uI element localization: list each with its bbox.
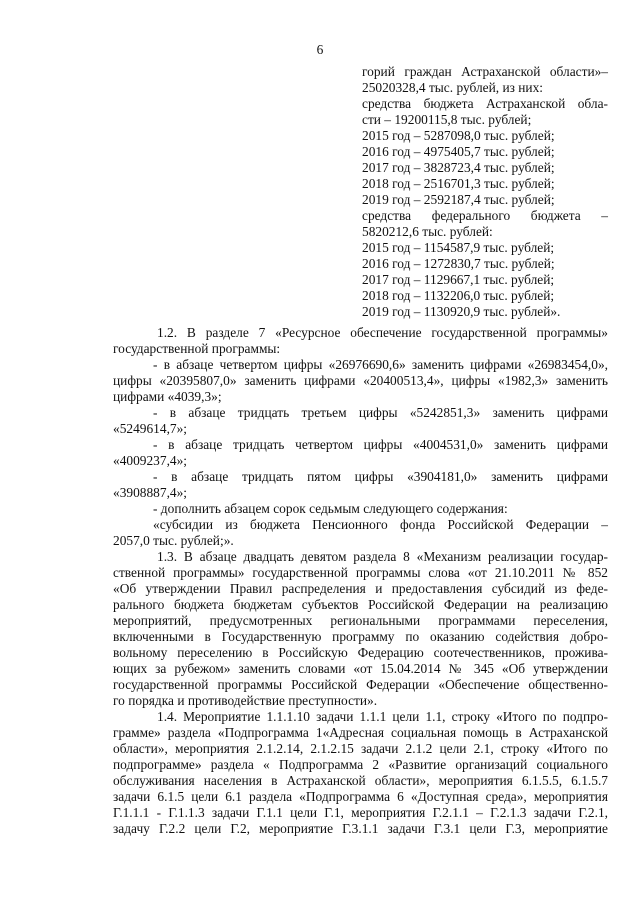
page-number: 6 [316, 42, 324, 57]
text-line: государственной программы Российской Федерации «Обеспечение общественно- [113, 677, 608, 692]
text-line: вольному переселению в Российскую Федерацию соотечественников, прожива- [113, 645, 608, 660]
column-line: 2016 год – 4975405,7 тыс. рублей; [362, 144, 555, 159]
text-line: «Об утверждении Правил распределения и предоставления субсидий из феде- [113, 581, 608, 596]
column-line: 2016 год – 1272830,7 тыс. рублей; [362, 256, 555, 271]
text-line: 2057,0 тыс. рублей;». [113, 533, 234, 548]
text-line: «5249614,7»; [113, 421, 188, 436]
text-line: рального бюджета бюджетам субъектов Российской Федерации на реализацию [113, 597, 608, 612]
column-line: 2017 год – 1129667,1 тыс. рублей; [362, 272, 555, 287]
column-line: 2018 год – 2516701,3 тыс. рублей; [362, 176, 555, 191]
text-line: включенными в Государственную программу по оказанию содействия добро- [113, 629, 608, 644]
text-line: грамме» раздела «Подпрограмма 1«Адресная социальная помощь в Астраханской [113, 725, 608, 740]
text-line: - в абзаце четвертом цифры «26976690,6» заменить цифрами «26983454,0», [153, 357, 608, 372]
column-line: 25020328,4 тыс. рублей, из них: [362, 80, 543, 95]
column-line: 2018 год – 1132206,0 тыс. рублей; [362, 288, 555, 303]
text-line: мероприятий, предусмотренных региональными программами переселения, [113, 613, 608, 628]
column-line: 5820212,6 тыс. рублей: [362, 224, 493, 239]
text-line: го порядка и противодействие преступности». [113, 693, 378, 708]
column-line: 2015 год – 1154587,9 тыс. рублей; [362, 240, 555, 255]
document-body [113, 325, 608, 837]
text-line: - дополнить абзацем сорок седьмым следующего содержания: [153, 501, 508, 516]
text-line: Г.1.1.1 - Г.1.1.3 задачи Г.1.1 цели Г.1, мероприятия Г.2.1.1 – Г.2.1.3 задачи Г.2.1, [113, 805, 608, 820]
text-line: задачи 6.1.5 цели 6.1 раздела «Подпрограмма 6 «Доступная среда», мероприятия [113, 789, 608, 804]
text-line: обслуживания населения в Астраханской области», мероприятия 6.1.5.5, 6.1.5.7 [113, 773, 608, 788]
text-line: государственной программы: [113, 341, 281, 356]
text-line: - в абзаце тридцать третьем цифры «5242851,3» заменить цифрами [153, 405, 608, 420]
column-line: 2019 год – 2592187,4 тыс. рублей; [362, 192, 555, 207]
column-line: 2017 год – 3828723,4 тыс. рублей; [362, 160, 555, 175]
text-line: ственной программы» государственной программы слова «от 21.10.2011 № 852 [113, 565, 608, 580]
column-line: горий граждан Астраханской области»– [362, 64, 608, 79]
text-line: области», мероприятия 2.1.2.14, 2.1.2.15 задачи 2.1.2 цели 2.1, строку «Итого по [113, 741, 608, 756]
text-line: ющих за рубежом» заменить словами «от 15.04.2014 № 345 «Об утверждении [113, 661, 608, 676]
text-line: 1.4. Мероприятие 1.1.1.10 задачи 1.1.1 цели 1.1, строку «Итого по подпро- [157, 709, 608, 724]
text-line: «3908887,4»; [113, 485, 188, 500]
text-line: цифры «20395807,0» заменить цифрами «20400513,4», цифры «1982,3» заменить [113, 373, 608, 388]
funding-column [362, 64, 608, 320]
text-line: «4009237,4»; [113, 453, 188, 468]
text-line: задачу Г.2.2 цели Г.2, мероприятие Г.3.1.1 задачи Г.3.1 цели Г.3, мероприятие [113, 821, 608, 836]
text-line: цифрами «4039,3»; [113, 389, 222, 404]
text-line: 1.3. В абзаце двадцать девятом раздела 8 «Механизм реализации государ- [157, 549, 608, 564]
text-line: 1.2. В разделе 7 «Ресурсное обеспечение государственной программы» [157, 325, 608, 340]
text-line: подпрограмме» раздела « Подпрограмма 2 «Развитие организаций социального [113, 757, 608, 772]
text-line: «субсидии из бюджета Пенсионного фонда Российской Федерации – [153, 517, 608, 532]
column-line: 2015 год – 5287098,0 тыс. рублей; [362, 128, 555, 143]
column-line: средства бюджета Астраханской обла- [362, 96, 608, 111]
column-line: 2019 год – 1130920,9 тыс. рублей». [362, 304, 561, 319]
column-line: сти – 19200115,8 тыс. рублей; [362, 112, 532, 127]
text-line: - в абзаце тридцать пятом цифры «3904181,0» заменить цифрами [153, 469, 608, 484]
text-line: - в абзаце тридцать четвертом цифры «4004531,0» заменить цифрами [153, 437, 608, 452]
column-line: средства федерального бюджета – [362, 208, 608, 223]
